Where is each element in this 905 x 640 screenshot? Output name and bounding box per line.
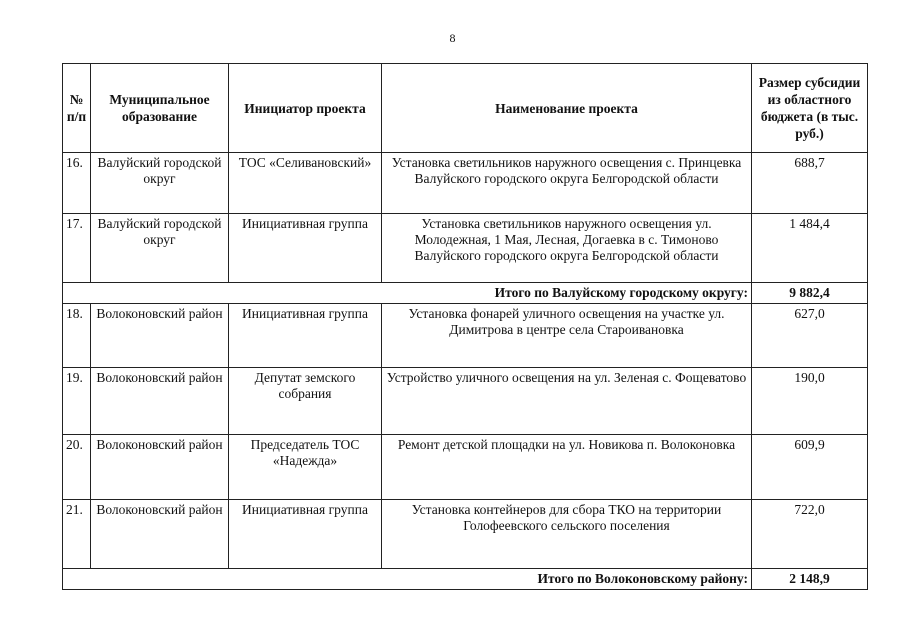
row-municipality: Волоконовский район <box>91 368 229 435</box>
header-amount: Размер субсидии из областного бюджета (в тыс. руб.) <box>752 64 868 153</box>
row-project: Устройство уличного освещения на ул. Зеленая с. Фощеватово <box>382 368 752 435</box>
row-initiator: ТОС «Селивановский» <box>229 153 382 214</box>
header-project: Наименование проекта <box>382 64 752 153</box>
table-row <box>63 435 868 500</box>
table-header-row <box>63 64 868 153</box>
row-municipality: Валуйский городской округ <box>91 153 229 214</box>
row-initiator: Инициативная группа <box>229 304 382 368</box>
row-num: 18. <box>63 304 91 368</box>
total-value: 9 882,4 <box>752 283 868 304</box>
total-value: 2 148,9 <box>752 569 868 590</box>
row-initiator: Председатель ТОС «Надежда» <box>229 435 382 500</box>
table-row <box>63 368 868 435</box>
row-amount: 1 484,4 <box>752 214 868 283</box>
row-amount: 609,9 <box>752 435 868 500</box>
row-municipality: Волоконовский район <box>91 500 229 569</box>
row-amount: 688,7 <box>752 153 868 214</box>
subsidy-table <box>62 63 868 590</box>
header-municipality: Муниципальное образование <box>91 64 229 153</box>
table-row <box>63 214 868 283</box>
row-amount: 722,0 <box>752 500 868 569</box>
row-num: 20. <box>63 435 91 500</box>
row-initiator: Инициативная группа <box>229 500 382 569</box>
table-row <box>63 500 868 569</box>
page-number: 8 <box>449 31 456 45</box>
total-row <box>63 283 868 304</box>
total-row <box>63 569 868 590</box>
row-municipality: Волоконовский район <box>91 304 229 368</box>
row-num: 21. <box>63 500 91 569</box>
row-initiator: Инициативная группа <box>229 214 382 283</box>
row-amount: 627,0 <box>752 304 868 368</box>
header-initiator: Инициатор проекта <box>229 64 382 153</box>
table-row <box>63 304 868 368</box>
row-municipality: Валуйский городской округ <box>91 214 229 283</box>
total-label: Итого по Волоконовскому району: <box>63 569 752 590</box>
row-project: Установка светильников наружного освещения ул. Молодежная, 1 Мая, Лесная, Догаевка в с. Тимоново Валуйского городского округа Белгородской области <box>382 214 752 283</box>
row-num: 16. <box>63 153 91 214</box>
total-label: Итого по Валуйскому городскому округу: <box>63 283 752 304</box>
row-initiator: Депутат земского собрания <box>229 368 382 435</box>
row-project: Установка светильников наружного освещения с. Принцевка Валуйского городского округа Белгородской области <box>382 153 752 214</box>
row-project: Установка фонарей уличного освещения на участке ул. Димитрова в центре села Староивановка <box>382 304 752 368</box>
table-row <box>63 153 868 214</box>
row-num: 17. <box>63 214 91 283</box>
row-project: Установка контейнеров для сбора ТКО на территории Голофеевского сельского поселения <box>382 500 752 569</box>
row-municipality: Волоконовский район <box>91 435 229 500</box>
row-project: Ремонт детской площадки на ул. Новикова п. Волоконовка <box>382 435 752 500</box>
row-amount: 190,0 <box>752 368 868 435</box>
row-num: 19. <box>63 368 91 435</box>
header-num: № п/п <box>63 64 91 153</box>
